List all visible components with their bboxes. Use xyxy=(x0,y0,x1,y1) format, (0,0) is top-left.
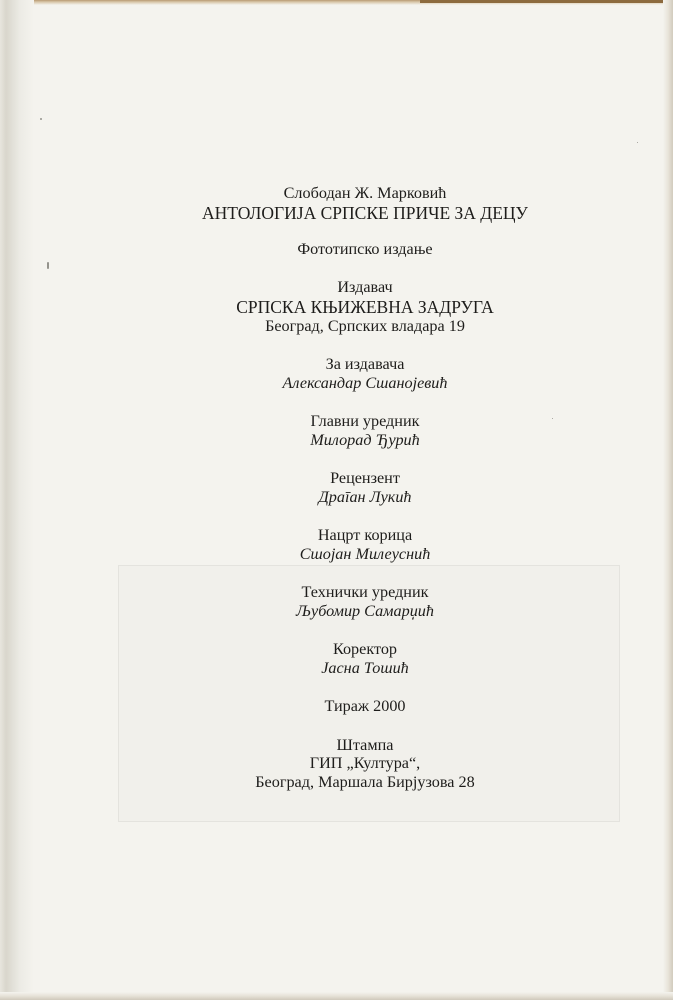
printer-name: ГИП „Култура“, xyxy=(309,754,421,772)
paper-speck xyxy=(40,118,42,120)
printer-label: Штампа xyxy=(336,735,394,754)
editor-in-chief-name: Милорад Ђурић xyxy=(310,430,420,449)
proofreader-label: Коректор xyxy=(332,640,398,658)
edition-note: Фототипско издање xyxy=(297,239,433,258)
publisher-label: Издавач xyxy=(337,278,393,296)
page-right-edge xyxy=(663,0,673,1000)
proofreader-name: Јасна Тошић xyxy=(321,658,409,677)
editor-in-chief-label: Главни уредник xyxy=(310,412,420,430)
book-title: АНТОЛОГИЈА СРПСКЕ ПРИЧЕ ЗА ДЕЦУ xyxy=(202,202,528,223)
page-gutter xyxy=(0,0,34,1000)
paper-speck xyxy=(47,262,49,269)
author-name: Слободан Ж. Марковић xyxy=(283,184,447,202)
reviewer-name: Драīан Лукић xyxy=(318,487,412,506)
page-bottom-edge xyxy=(0,992,673,1000)
publisher-address: Београд, Српских владара 19 xyxy=(265,316,465,335)
technical-editor-label: Технички уредник xyxy=(301,583,429,601)
publisher-name: СРПСКА КЊИЖЕВНА ЗАДРУГА xyxy=(236,296,494,317)
printer-address: Београд, Маршала Бирјузова 28 xyxy=(255,772,475,791)
paper-speck xyxy=(637,142,638,143)
for-publisher-name: Александар Сшанојевић xyxy=(282,373,448,392)
reviewer-label: Рецензент xyxy=(330,469,400,487)
page-top-shadow xyxy=(420,0,673,3)
imprint-block xyxy=(120,184,610,791)
technical-editor-name: Љубомир Самарџић xyxy=(296,601,434,620)
print-run: Тираж 2000 xyxy=(324,697,406,715)
cover-design-label: Нацрт корица xyxy=(317,526,413,544)
cover-design-name: Сшојан Милеуснић xyxy=(299,544,431,563)
for-publisher-label: За издавача xyxy=(325,355,405,373)
